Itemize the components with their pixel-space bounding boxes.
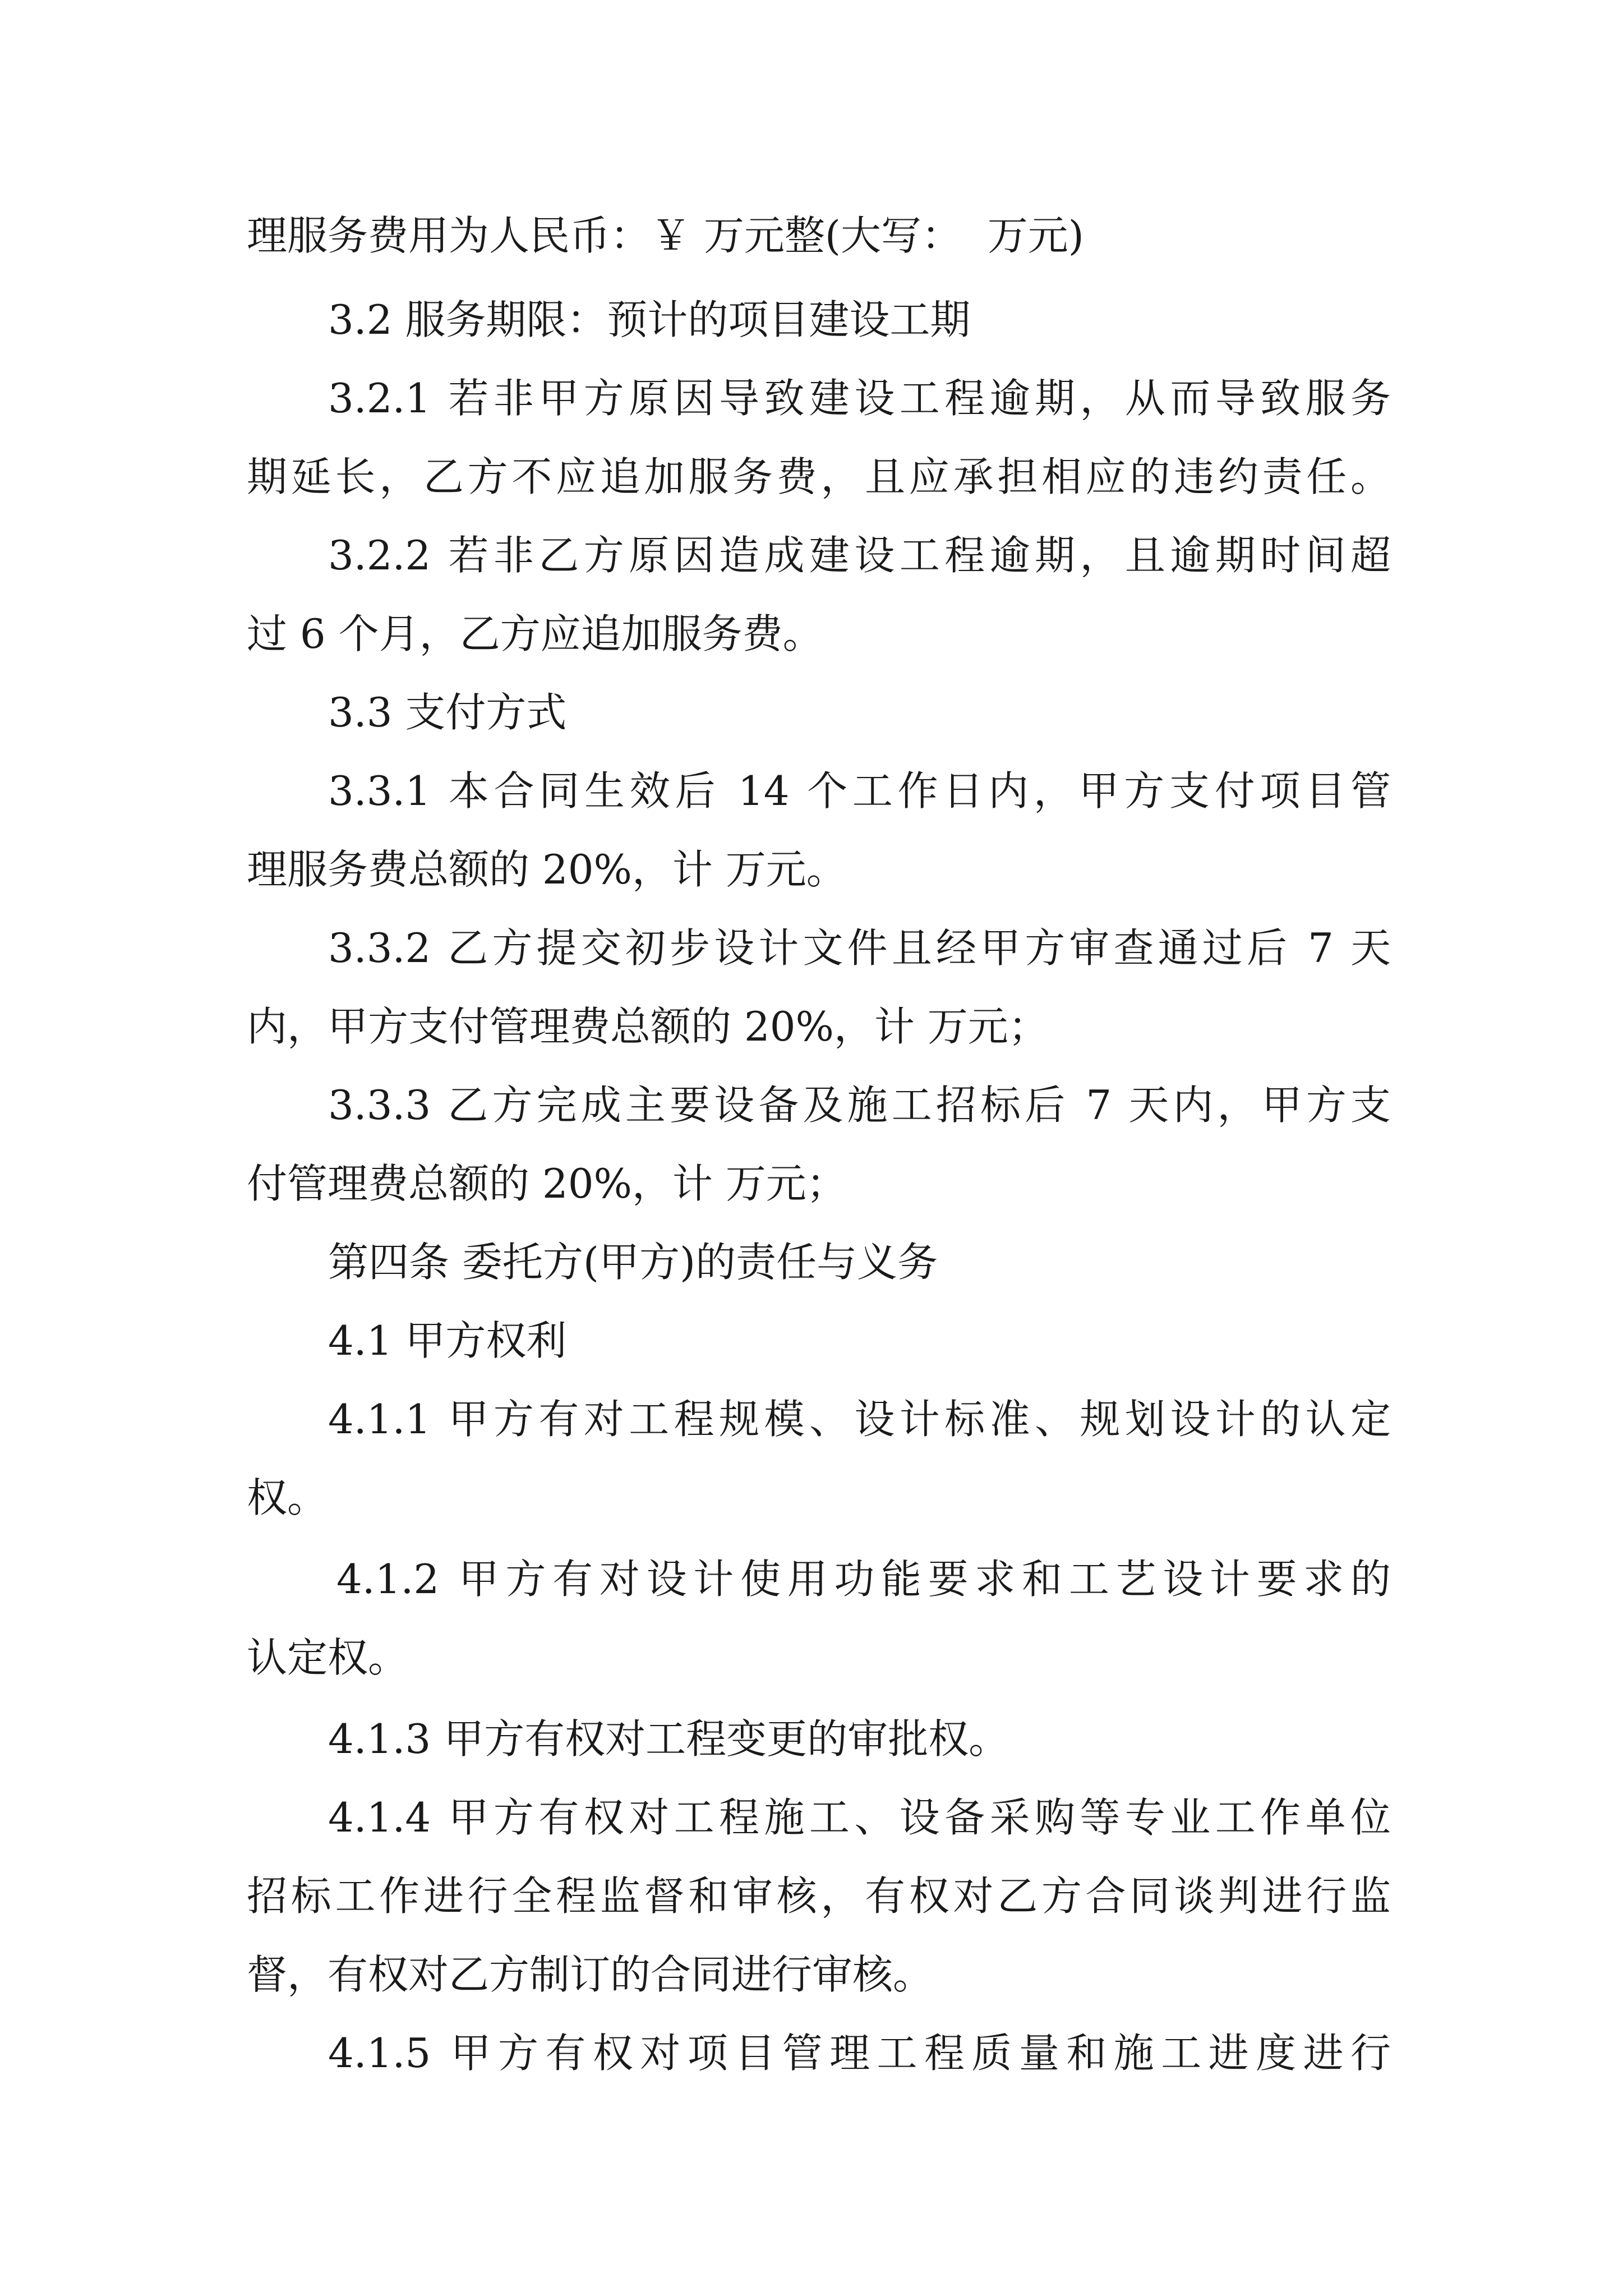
text-line: 督，有权对乙方制订的合同进行审核。: [247, 1951, 934, 1998]
text-line: 4.1.1 甲方有对工程规模、设计标准、规划设计的认定: [328, 1396, 1391, 1443]
text-line: 期延长，乙方不应追加服务费，且应承担相应的违约责任。: [247, 453, 1391, 500]
text-line: 4.1.3 甲方有权对工程变更的审批权。: [328, 1715, 1009, 1763]
section-heading: 3.3 支付方式: [328, 689, 567, 736]
text-line: 4.1.4 甲方有权对工程施工、设备采购等专业工作单位: [328, 1794, 1391, 1841]
text-line: 4.1.2 甲方有对设计使用功能要求和工艺设计要求的: [336, 1556, 1391, 1603]
text-line: 理服务费用为人民币：￥ 万元整(大写： 万元): [247, 212, 1084, 259]
section-heading: 3.2 服务期限：预计的项目建设工期: [328, 296, 971, 343]
section-heading: 4.1 甲方权利: [328, 1317, 567, 1364]
text-line: 过 6 个月，乙方应追加服务费。: [247, 610, 823, 657]
text-line: 3.2.1 若非甲方原因导致建设工程逾期，从而导致服务: [328, 375, 1391, 422]
text-line: 理服务费总额的 20%，计 万元。: [247, 846, 847, 893]
text-line: 3.3.3 乙方完成主要设备及施工招标后 7 天内，甲方支: [328, 1082, 1391, 1129]
chapter-heading: 第四条 委托方(甲方)的责任与义务: [328, 1239, 938, 1286]
text-line: 付管理费总额的 20%，计 万元；: [247, 1160, 847, 1207]
text-line: 3.2.2 若非乙方原因造成建设工程逾期，且逾期时间超: [328, 532, 1391, 579]
text-line: 3.3.2 乙方提交初步设计文件且经甲方审查通过后 7 天: [328, 924, 1391, 972]
text-line: 招标工作进行全程监督和审核，有权对乙方合同谈判进行监: [247, 1872, 1391, 1920]
text-line: 3.3.1 本合同生效后 14 个工作日内，甲方支付项目管: [328, 767, 1391, 815]
text-line: 内，甲方支付管理费总额的 20%，计 万元；: [247, 1003, 1049, 1050]
text-line: 4.1.5 甲方有权对项目管理工程质量和施工进度进行: [328, 2030, 1391, 2077]
text-line: 认定权。: [247, 1634, 409, 1681]
text-line: 权。: [247, 1474, 328, 1521]
